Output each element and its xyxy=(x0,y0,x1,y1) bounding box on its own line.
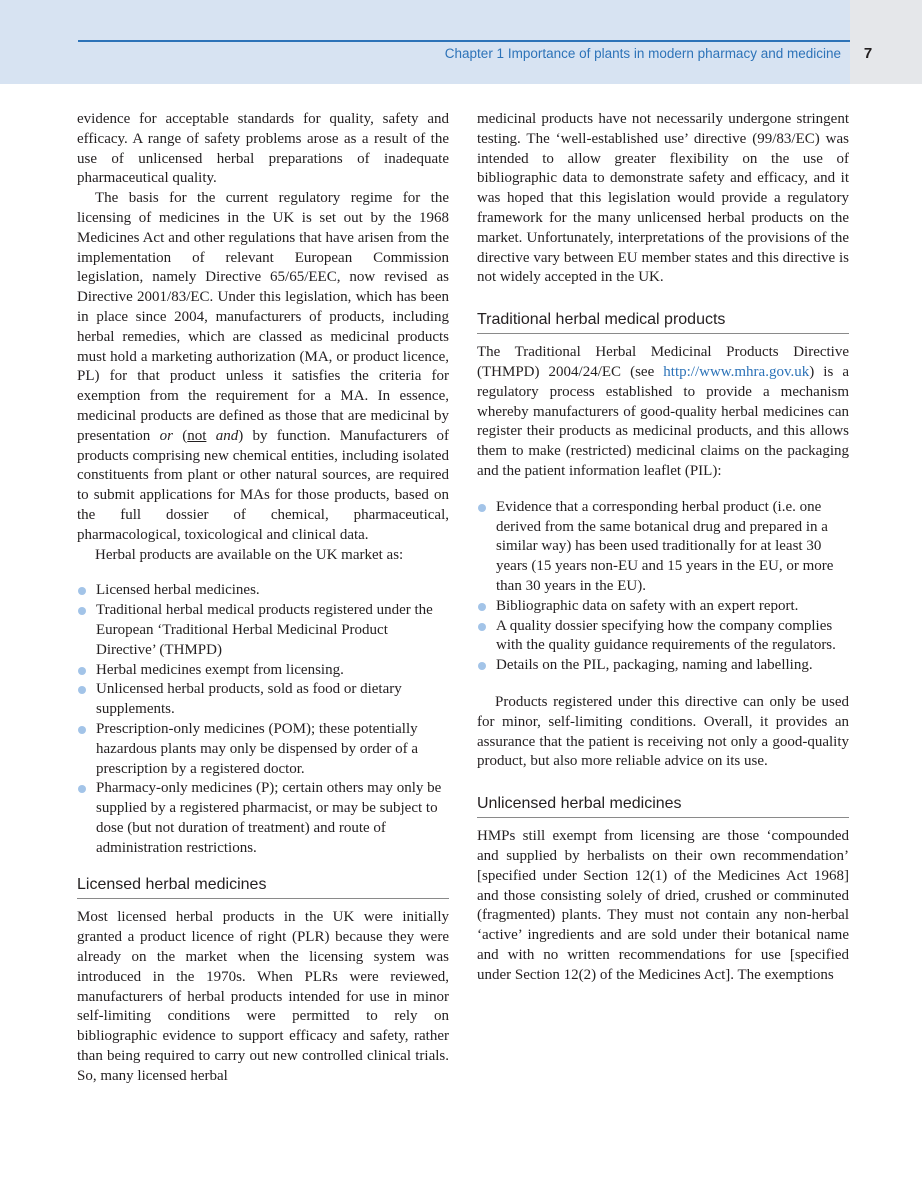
list-item xyxy=(77,661,449,681)
paragraph: Herbal products are available on the UK market as: xyxy=(95,546,404,563)
section-heading: Licensed herbal medicines xyxy=(77,875,449,899)
paragraph-text: ) by function. Manufacturers of products comprising new chemical entities, including isolated constituents from plant or other natural sources, are required to submit applications for MAs for those products, based on the full dossier of chemical, pharmaceutical, pharmacological, toxicological and clinical data. xyxy=(77,427,450,543)
list-item-text: A quality dossier specifying how the company complies with the quality guidance requirements of the regulators. xyxy=(496,617,836,654)
mhra-link[interactable]: http://www.mhra.gov.uk xyxy=(663,363,810,380)
list-item-text: Details on the PIL, packaging, naming and labelling. xyxy=(496,657,813,674)
paragraph-text: The Traditional Herbal Medicinal Products Directive (THMPD) 2004/24/EC (see xyxy=(477,344,849,380)
list-item-text: Licensed herbal medicines. xyxy=(96,582,260,599)
list-item-text: Traditional herbal medical products registered under the European ‘Traditional Herbal Medicinal Product Directive’ (THMPD) xyxy=(96,602,433,658)
bullet-icon xyxy=(78,726,86,734)
running-head: Chapter 1 Importance of plants in modern pharmacy and medicine xyxy=(444,46,841,61)
paragraph: medicinal products have not necessarily undergone stringent testing. The ‘well-established use’ directive (99/83/EC) was intended to allow greater flexibility on the use of bibliographic data to demonstrate safety and efficacy, and it was hoped that this legislation would provide a regulatory framework for the many unlicensed herbal products on the market. Unfortunately, interpretations of the provisions of the directive vary between EU member states and this directive is not widely accepted in the UK. xyxy=(477,111,849,286)
emphasis: and xyxy=(215,427,239,444)
section-heading: Traditional herbal medical products xyxy=(477,310,849,334)
list-item-text: Unlicensed herbal products, sold as food or dietary supplements. xyxy=(96,681,402,718)
bullet-icon xyxy=(478,504,486,512)
list-item xyxy=(77,680,449,720)
bullet-icon xyxy=(478,662,486,670)
paragraph-text: The basis for the current regulatory regime for the licensing of medicines in the UK is set out by the 1968 Medicines Act and other regulations that have arisen from the implementation of relevant European Commission legislation, namely Directive 65/65/EEC, now revised as Directive 2001/83/EC. Under this legislation, which has been in place since 2004, manufacturers of products, including herbal remedies, which are classed as medicinal products must hold a marketing authorization (MA, or product licence, PL) for that product unless it satisfies the criteria for exemption from the requirement for a MA. In essence, medicinal products are defined as those that are medicinal by presentation xyxy=(77,190,449,444)
paragraph: Most licensed herbal products in the UK were initially granted a product licence of right (PLR) because they were already on the market when the licensing system was introduced in the 1970s. When PLRs were reviewed, manufacturers of herbal products intended for use in minor self-limiting conditions were permitted to rely on bibliographic evidence to support efficacy and safety, rather than being required to carry out new controlled clinical trials. So, many licensed herbal xyxy=(77,909,449,1084)
paragraph: evidence for acceptable standards for quality, safety and efficacy. A range of safety problems arose as a result of the use of unlicensed herbal preparations of inadequate pharmaceutical quality. xyxy=(77,111,449,187)
list-item xyxy=(477,656,849,676)
header-band xyxy=(0,0,922,84)
paragraph-text: ) is a regulatory process established to provide a mechanism whereby manufacturers of good-quality herbal medicines can register their products as medicinal products, and this allows them to make (restricted) medicinal claims on the packaging and the patient information leaflet (PIL): xyxy=(477,363,849,479)
header-rule xyxy=(78,40,850,42)
bullet-icon xyxy=(78,785,86,793)
list-item-text: Evidence that a corresponding herbal product (i.e. one derived from the same botanical drug and prepared in a similar way) has been used traditionally for at least 30 years (15 years non-EU and 15 years in the EU, or more than 30 years in the EU). xyxy=(496,498,834,594)
list-item-text: Herbal medicines exempt from licensing. xyxy=(96,661,344,678)
list-item xyxy=(77,601,449,660)
right-column xyxy=(477,110,849,985)
list-item xyxy=(77,720,449,779)
header-band-folio-area xyxy=(850,0,922,84)
list-item xyxy=(477,498,849,597)
underlined-word: not xyxy=(187,427,207,444)
bullet-list xyxy=(477,498,849,676)
page-number: 7 xyxy=(863,45,873,62)
bullet-icon xyxy=(78,587,86,595)
list-item-text: Pharmacy-only medicines (P); certain others may only be supplied by a registered pharmacist, or may be subject to dose (but not duration of treatment) and route of administration restrictions. xyxy=(96,780,442,856)
paragraph: Products registered under this directive can only be used for minor, self-limiting conditions. Overall, it provides an assurance that the patient is receiving not only a good-quality product, but also more reliable advice on its use. xyxy=(477,693,849,770)
paragraph xyxy=(77,189,449,545)
paragraph xyxy=(477,343,849,482)
punctuation: ( xyxy=(172,427,188,444)
bullet-icon xyxy=(78,667,86,675)
paragraph: HMPs still exempt from licensing are those ‘compounded and supplied by herbalists on their own recommendation’ [specified under Section 12(1) of the Medicines Act 1968] and those consisting solely of dried, crushed or comminuted (fragmented) plants. They must not contain any non-herbal ‘active’ ingredients and are sold under their botanical name and with no written recommendations for use [specified under Section 12(2) of the Medicines Act]. The exemptions xyxy=(477,828,849,983)
bullet-list xyxy=(77,581,449,858)
section-heading: Unlicensed herbal medicines xyxy=(477,794,849,818)
list-item-text: Bibliographic data on safety with an expert report. xyxy=(496,597,799,614)
bullet-icon xyxy=(478,603,486,611)
list-item xyxy=(477,617,849,657)
space xyxy=(206,428,215,444)
bullet-icon xyxy=(78,686,86,694)
list-item-text: Prescription-only medicines (POM); these potentially hazardous plants may only be dispensed by order of a prescription by a registered doctor. xyxy=(96,720,418,777)
emphasis: or xyxy=(159,427,173,444)
list-item xyxy=(477,597,849,617)
list-item xyxy=(77,581,449,601)
bullet-icon xyxy=(478,623,486,631)
bullet-icon xyxy=(78,607,86,615)
left-column xyxy=(77,110,449,1087)
list-item xyxy=(77,779,449,858)
